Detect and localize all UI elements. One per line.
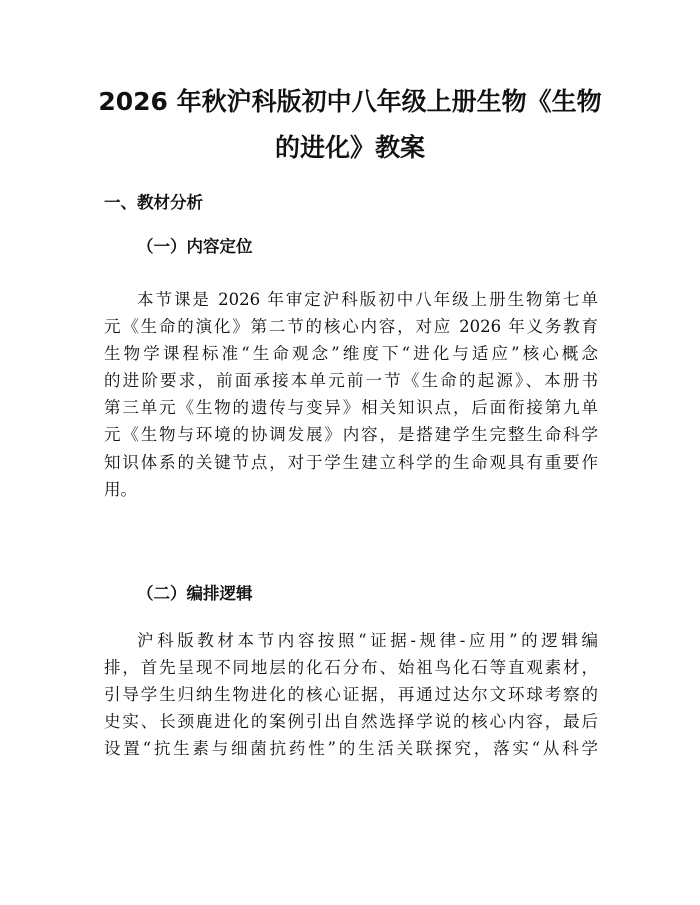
paragraph-line: 排，首先呈现不同地层的化石分布、始祖鸟化石等直观素材，	[104, 658, 598, 678]
paragraph-line: 元《生物与环境的协调发展》内容，是搭建学生完整生命科学	[104, 425, 598, 445]
paragraph-line: 引导学生归纳生物进化的核心证据，再通过达尔文环球考察的	[104, 685, 598, 705]
paragraph-line: 本节课是 2026 年审定沪科版初中八年级上册生物第七单	[137, 290, 598, 309]
paragraph-arrangement-logic	[104, 627, 598, 762]
paragraph-line: 生物学课程标准“生命观念”维度下“进化与适应”核心概念	[104, 344, 598, 364]
section-heading-textbook-analysis: 一、教材分析	[104, 193, 203, 212]
paragraph-content-position	[104, 286, 598, 503]
paragraph-line: 知识体系的关键节点，对于学生建立科学的生命观具有重要作	[104, 452, 598, 472]
paragraph-line: 的进阶要求，前面承接本单元前一节《生命的起源》、本册书	[104, 371, 598, 391]
subsection-heading-arrangement-logic: （二）编排逻辑	[137, 584, 253, 603]
document-title-line-2: 的进化》教案	[274, 133, 425, 162]
paragraph-line: 设置“抗生素与细菌抗药性”的生活关联探究，落实“从科学	[104, 739, 598, 759]
paragraph-line: 用。	[104, 479, 137, 499]
paragraph-line: 沪科版教材本节内容按照“证据-规律-应用”的逻辑编	[137, 631, 598, 650]
paragraph-line: 史实、长颈鹿进化的案例引出自然选择学说的核心内容，最后	[104, 712, 598, 732]
subsection-heading-content-position: （一）内容定位	[137, 237, 253, 256]
paragraph-line: 第三单元《生物的遗传与变异》相关知识点，后面衔接第九单	[104, 398, 598, 418]
document-title-line-1: 2026 年秋沪科版初中八年级上册生物《生物	[98, 87, 602, 116]
paragraph-line: 元《生命的演化》第二节的核心内容，对应 2026 年义务教育	[104, 317, 598, 337]
